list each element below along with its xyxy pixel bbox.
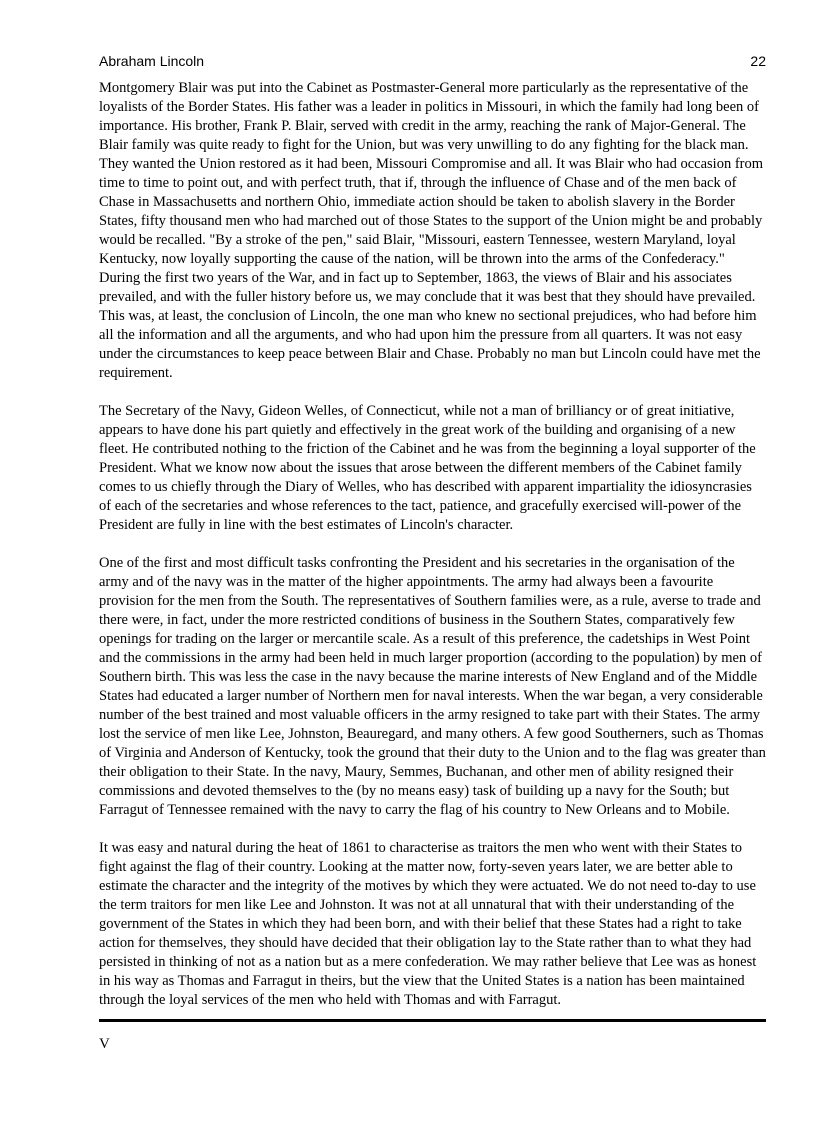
paragraph: One of the first and most difficult tasks confronting the President and his secretaries in the organisation of the army and of the navy was in the matter of the higher appointments. The army had always been a favourite provision for the men from the South. The representatives of Southern families were, as a rule, averse to trade and there were, in fact, under the more restricted conditions of business in the Southern States, comparatively few openings for trading on the larger or mercantile scale. As a result of this preference, the cadetships in West Point and the commissions in the army had been held in much larger proportion (according to the population) by men of Southern birth. This was less the case in the navy because the marine interests of New England and of the Middle States had educated a larger number of Northern men for naval interests. When the war began, a very considerable number of the best trained and most valuable officers in the army resigned to take part with their States. The army lost the service of men like Lee, Johnston, Beauregard, and many others. A few good Southerners, such as Thomas of Virginia and Anderson of Kentucky, took the ground that their duty to the Union and to the flag was greater than their obligation to their State. In the navy, Maury, Semmes, Buchanan, and other men of ability resigned their commissions and devoted themselves to the (by no means easy) task of building up a navy for the South; but Farragut of Tennessee remained with the navy to carry the flag of his country to New Orleans and to Mobile. — [99, 555, 766, 818]
running-title: Abraham Lincoln — [99, 53, 205, 69]
paragraph: The Secretary of the Navy, Gideon Welles, of Connecticut, while not a man of brilliancy or of great initiative, appears to have done his part quietly and effectively in the great work of the building and organising of a new fleet. He contributed nothing to the friction of the Cabinet and he was from the beginning a loyal supporter of the President. What we know now about the issues that arose between the different members of the Cabinet family comes to us chiefly through the Diary of Welles, who has described with apparent impartiality the idiosyncrasies of each of the secretaries and whose references to the tact, patience, and gracefully exercised will-power of the President are fully in line with the best estimates of Lincoln's character. — [99, 403, 756, 533]
paragraph: Montgomery Blair was put into the Cabinet as Postmaster-General more particularly as the representative of the loyalists of the Border States. His father was a leader in politics in Missouri, in which the family had long been of importance. His brother, Frank P. Blair, served with credit in the army, reaching the rank of Major-General. The Blair family was quite ready to fight for the Union, but was very unwilling to do any fighting for the black man. They wanted the Union restored as it had been, Missouri Compromise and all. It was Blair who had occasion from time to time to point out, and with perfect truth, that if, through the influence of Chase and of the men back of Chase in Massachusetts and northern Ohio, immediate action should be taken to abolish slavery in the Border States, fifty thousand men who had marched out of those States to the support of the Union might be and probably would be recalled. "By a stroke of the pen," said Blair, "Missouri, eastern Tennessee, western Maryland, loyal Kentucky, now loyally supporting the cause of the nation, will be thrown into the arms of the Confederacy." During the first two years of the War, and in fact up to September, 1863, the views of Blair and his associates prevailed, and with the fuller history before us, we may conclude that it was best that they should have prevailed. This was, at least, the conclusion of Lincoln, the one man who knew no sectional prejudices, who had before him all the information and all the arguments, and who had upon him the pressure from all quarters. It was not easy under the circumstances to keep peace between Blair and Chase. Probably no man but Lincoln could have met the requirement. — [99, 80, 764, 381]
section-divider — [99, 1019, 766, 1022]
document-page — [99, 52, 766, 1053]
page-number: 22 — [750, 53, 766, 69]
chapter-mark: V — [99, 1036, 110, 1052]
body-text — [99, 79, 766, 1010]
running-header — [99, 52, 766, 70]
paragraph: It was easy and natural during the heat of 1861 to characterise as traitors the men who went with their States to fight against the flag of their country. Looking at the matter now, forty-seven years later, we are better able to estimate the character and the integrity of the motives by which they were actuated. We do not need to-day to use the term traitors for men like Lee and Johnston. It was not at all unnatural that with their understanding of the government of the States in which they had been born, and with their belief that these States had a right to take action for themselves, they should have decided that their obligation lay to the State rather than to what they had persisted in thinking of not as a nation but as a mere confederation. We may rather believe that Lee was as honest in his way as Thomas and Farragut in theirs, but the view that the United States is a nation has been maintained through the loyal services of the men who held with Thomas and with Farragut. — [99, 840, 757, 1008]
